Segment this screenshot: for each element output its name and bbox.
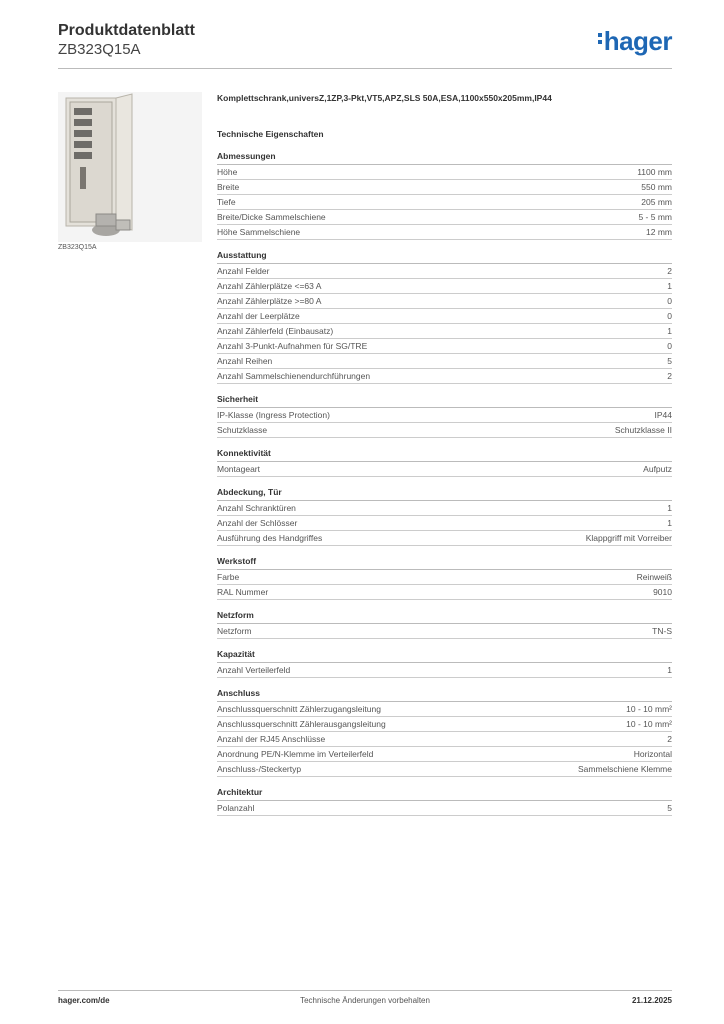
property-label: Anzahl Verteilerfeld — [217, 665, 291, 675]
property-value: 1100 mm — [637, 167, 672, 177]
section — [217, 688, 672, 777]
property-row — [217, 702, 672, 717]
property-row — [217, 195, 672, 210]
property-row — [217, 570, 672, 585]
property-row — [217, 210, 672, 225]
property-label: Anzahl Zählerfeld (Einbausatz) — [217, 326, 334, 336]
property-label: Anzahl Zählerplätze <=63 A — [217, 281, 322, 291]
property-value: 1 — [667, 326, 672, 336]
property-row — [217, 309, 672, 324]
property-row — [217, 180, 672, 195]
property-label: Höhe Sammelschiene — [217, 227, 301, 237]
logo-text: hager — [603, 26, 672, 56]
property-row — [217, 624, 672, 639]
property-value: 0 — [667, 296, 672, 306]
property-value: TN-S — [652, 626, 672, 636]
property-row — [217, 501, 672, 516]
property-row — [217, 531, 672, 546]
section-title: Abdeckung, Tür — [217, 487, 672, 501]
property-value: 5 - 5 mm — [638, 212, 672, 222]
property-value: Aufputz — [643, 464, 672, 474]
hager-logo — [598, 26, 672, 57]
property-row — [217, 423, 672, 438]
property-value: Horizontal — [633, 749, 672, 759]
property-row — [217, 585, 672, 600]
property-label: Anzahl Reihen — [217, 356, 273, 366]
property-label: Anzahl der Leerplätze — [217, 311, 300, 321]
property-value: 2 — [667, 266, 672, 276]
property-row — [217, 324, 672, 339]
property-value: 2 — [667, 371, 672, 381]
property-label: Farbe — [217, 572, 240, 582]
property-row — [217, 354, 672, 369]
section — [217, 448, 672, 477]
property-value: 205 mm — [641, 197, 672, 207]
property-row — [217, 762, 672, 777]
page-title: Produktdatenblatt — [58, 22, 195, 39]
property-row — [217, 165, 672, 180]
technical-properties-heading: Technische Eigenschaften — [217, 129, 324, 139]
property-value: 1 — [667, 518, 672, 528]
property-label: Tiefe — [217, 197, 236, 207]
property-row — [217, 279, 672, 294]
property-value: 1 — [667, 281, 672, 291]
property-label: Anschlussquerschnitt Zählerausgangsleitung — [217, 719, 386, 729]
property-value: 5 — [667, 356, 672, 366]
product-number: ZB323Q15A — [58, 41, 141, 58]
property-label: Anzahl 3-Punkt-Aufnahmen für SG/TRE — [217, 341, 368, 351]
property-label: Montageart — [217, 464, 260, 474]
section-title: Anschluss — [217, 688, 672, 702]
section-title: Netzform — [217, 610, 672, 624]
property-row — [217, 717, 672, 732]
property-value: 10 - 10 mm² — [626, 719, 672, 729]
property-row — [217, 732, 672, 747]
property-row — [217, 462, 672, 477]
property-value: IP44 — [654, 410, 672, 420]
section — [217, 151, 672, 240]
section-title: Ausstattung — [217, 250, 672, 264]
section — [217, 610, 672, 639]
property-sections — [217, 151, 672, 816]
property-label: Schutzklasse — [217, 425, 268, 435]
property-label: Anzahl Schranktüren — [217, 503, 296, 513]
property-label: Breite — [217, 182, 240, 192]
property-value: 0 — [667, 341, 672, 351]
property-row — [217, 264, 672, 279]
property-row — [217, 369, 672, 384]
property-value: 550 mm — [641, 182, 672, 192]
property-label: Anschluss-/Steckertyp — [217, 764, 302, 774]
property-value: Schutzklasse II — [614, 425, 672, 435]
section — [217, 649, 672, 678]
section-title: Werkstoff — [217, 556, 672, 570]
website-link[interactable]: hager.com/de — [58, 996, 110, 1005]
property-label: Breite/Dicke Sammelschiene — [217, 212, 326, 222]
header-divider — [58, 68, 672, 69]
section — [217, 556, 672, 600]
property-label: Anschlussquerschnitt Zählerzugangsleitung — [217, 704, 381, 714]
property-value: Sammelschiene Klemme — [577, 764, 672, 774]
section — [217, 394, 672, 438]
section — [217, 787, 672, 816]
property-value: 9010 — [653, 587, 672, 597]
section-title: Sicherheit — [217, 394, 672, 408]
disclaimer-text: Technische Änderungen vorbehalten — [300, 996, 430, 1005]
datasheet-content — [217, 93, 672, 816]
footer-divider — [58, 990, 672, 991]
section-title: Abmessungen — [217, 151, 672, 165]
property-value: 5 — [667, 803, 672, 813]
product-image — [58, 92, 202, 242]
date-text: 21.12.2025 — [631, 996, 672, 1005]
property-label: IP-Klasse (Ingress Protection) — [217, 410, 330, 420]
page-header — [58, 22, 672, 70]
property-row — [217, 747, 672, 762]
property-value: 10 - 10 mm² — [626, 704, 672, 714]
property-label: Ausführung des Handgriffes — [217, 533, 323, 543]
property-row — [217, 339, 672, 354]
property-label: Höhe — [217, 167, 238, 177]
section-title: Konnektivität — [217, 448, 672, 462]
property-label: Anzahl der RJ45 Anschlüsse — [217, 734, 326, 744]
cabinet-image-icon — [58, 92, 202, 242]
image-caption: ZB323Q15A — [58, 244, 97, 251]
property-label: Anzahl Felder — [217, 266, 270, 276]
property-value: Reinweiß — [636, 572, 672, 582]
property-value: 1 — [667, 665, 672, 675]
property-value: 2 — [667, 734, 672, 744]
property-row — [217, 516, 672, 531]
property-row — [217, 294, 672, 309]
property-label: Anordnung PE/N-Klemme im Verteilerfeld — [217, 749, 374, 759]
property-value: 12 mm — [646, 227, 672, 237]
section — [217, 250, 672, 384]
section — [217, 487, 672, 546]
property-value: 1 — [667, 503, 672, 513]
property-row — [217, 225, 672, 240]
property-label: Anzahl Zählerplätze >=80 A — [217, 296, 322, 306]
logo-dots-icon — [598, 33, 602, 47]
property-value: 0 — [667, 311, 672, 321]
property-row — [217, 408, 672, 423]
property-label: Anzahl der Schlösser — [217, 518, 298, 528]
property-value: Klappgriff mit Vorreiber — [585, 533, 672, 543]
section-title: Kapazität — [217, 649, 672, 663]
property-row — [217, 801, 672, 816]
product-description: Komplettschrank,universZ,1ZP,3-Pkt,VT5,APZ,SLS 50A,ESA,1100x550x205mm,IP44 — [217, 93, 552, 103]
property-label: Polanzahl — [217, 803, 255, 813]
property-row — [217, 663, 672, 678]
section-title: Architektur — [217, 787, 672, 801]
property-label: Netzform — [217, 626, 252, 636]
property-label: Anzahl Sammelschienendurchführungen — [217, 371, 371, 381]
property-label: RAL Nummer — [217, 587, 269, 597]
